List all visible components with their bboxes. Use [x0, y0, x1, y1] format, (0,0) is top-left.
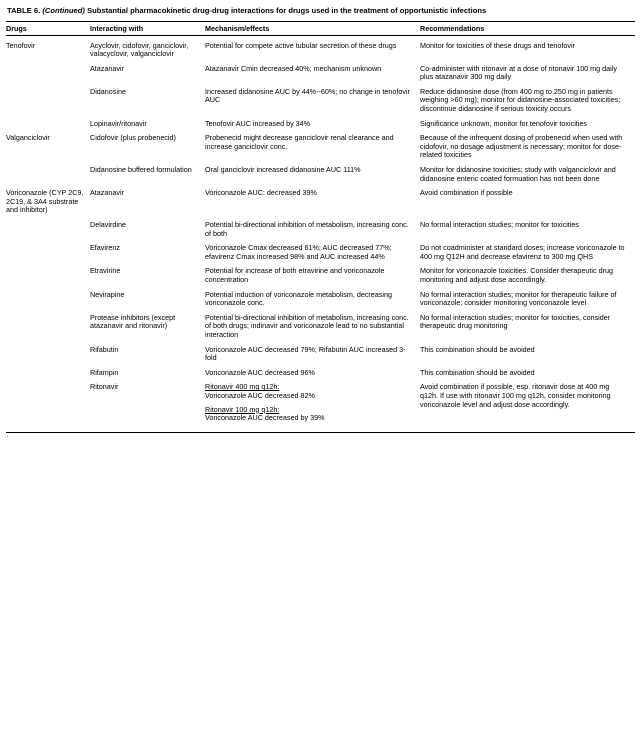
cell-mechanism: Potential bi-directional inhibition of metabolism, increasing conc. of both [205, 220, 409, 238]
cell-interacting-with: Etravirine [90, 266, 121, 276]
caption-label: TABLE 6. [7, 6, 41, 15]
cell-recommendation: Avoid combination if possible [420, 188, 513, 198]
cell-drug [6, 340, 90, 363]
cell-interacting-with: Protease inhibitors (except atazanavir and ritonavir) [90, 312, 176, 331]
cell-recommendation: Significance unknown, monitor for tenofovir toxicities [420, 118, 587, 128]
cell-drug [6, 160, 90, 183]
cell-mechanism: Increased didanosine AUC by 44%--60%; no change in tenofovir AUC [205, 86, 410, 105]
cell-interacting-with: Rifampin [90, 367, 119, 377]
table-row [6, 340, 635, 363]
mechanism-block [205, 383, 414, 400]
cell-mechanism: Potential induction of voriconazole metabolism, decreasing voriconazole conc. [205, 289, 392, 308]
cell-recommendation: This combination should be avoided [420, 344, 535, 354]
cell-drug [6, 114, 90, 129]
mechanism-subheading: Ritonavir 100 mg q12h: [205, 404, 280, 414]
cell-interacting-with: Acyclovir, cidofovir, ganciclovir, valacyclovir, valganciclovir [90, 40, 189, 59]
table-row [6, 261, 635, 284]
cell-interacting-with: Didanosine [90, 86, 126, 96]
table-row [6, 35, 635, 59]
mechanism-subtext: Voriconazole AUC decreased by 39% [205, 413, 325, 423]
mechanism-block [205, 406, 414, 423]
cell-recommendation: Do not coadminister at standard doses; increase voriconazole to 400 mg Q12H and decrease efavirenz to 300 mg QHS [420, 243, 625, 261]
cell-mechanism: Potential for increase of both etravirine and voriconazole concentration [205, 266, 385, 284]
footer-mark: . [7, 432, 9, 439]
cell-interacting-with: Delavirdine [90, 220, 126, 229]
cell-recommendation: No formal interaction studies; monitor for toxicities [420, 220, 579, 229]
table-body [6, 35, 635, 423]
cell-interacting-with: Atazanavir [90, 188, 124, 198]
cell-recommendation: This combination should be avoided [420, 367, 535, 377]
cell-mechanism: Potential for compete active tubular secretion of these drugs [205, 40, 397, 50]
cell-recommendation: No formal interaction studies; monitor for toxicities, consider therapeutic drug monitoring [420, 312, 611, 331]
table-header-row [6, 21, 635, 35]
cell-mechanism: Probenecid might decrease ganciclovir renal clearance and increase ganciclovir conc. [205, 133, 394, 151]
cell-drug [6, 215, 90, 238]
table-row [6, 238, 635, 261]
caption-text: Substantial pharmacokinetic drug-drug interactions for drugs used in the treatment of opportunistic infections [87, 6, 487, 15]
table-row [6, 183, 635, 215]
table-row [6, 377, 635, 422]
table-row [6, 363, 635, 378]
cell-mechanism: Oral ganciclovir increased didanosine AUC 111% [205, 165, 361, 175]
cell-drug: Tenofovir [6, 40, 36, 50]
cell-recommendation: Monitor for didanosine toxicities; study with valganciclovir and didanosine enteric coated formuation has not been done [420, 165, 616, 183]
cell-mechanism: Voriconazole AUC: decreased 39% [205, 188, 317, 198]
table-row [6, 59, 635, 82]
table-row [6, 128, 635, 160]
table-row [6, 114, 635, 129]
cell-interacting-with: Lopinavir/ritonavir [90, 118, 147, 128]
cell-recommendation: Because of the infrequent dosing of probenecid when used with cidofovir, no dosage adjustment is necessary; monitor for dose-related toxicities [420, 133, 623, 160]
cell-drug [6, 261, 90, 284]
mechanism-subtext: Voriconazole AUC decreased 82% [205, 390, 315, 400]
cell-drug [6, 308, 90, 340]
cell-mechanism [205, 377, 420, 422]
cell-drug [6, 82, 90, 114]
table-row [6, 160, 635, 183]
drug-interactions-table [6, 21, 635, 423]
table-row [6, 285, 635, 308]
cell-recommendation: No formal interaction studies; monitor for therapeutic failure of voriconazole; consider monitoring voriconazole level [420, 289, 617, 308]
cell-interacting-with: Atazanavir [90, 63, 124, 73]
cell-drug [6, 377, 90, 422]
column-header-drugs: Drugs [6, 21, 90, 35]
cell-mechanism: Atazanavir Cmin decreased 40%; mechanism unknown [205, 63, 382, 73]
cell-mechanism: Voriconazole AUC decreased 79%; Rifabutin AUC increased 3-fold [205, 344, 406, 363]
cell-mechanism: Tenofovir AUC increased by 34% [205, 118, 311, 128]
cell-mechanism: Potential bi-directional inhibition of metabolism, increasing conc. of both drugs; indinavir and voriconazole lead to no substantial interaction [205, 312, 409, 339]
cell-interacting-with: Cidofovir (plus probenecid) [90, 133, 176, 143]
cell-interacting-with: Nevirapine [90, 289, 125, 299]
cell-interacting-with: Didanosine buffered formulation [90, 165, 192, 175]
cell-recommendation: Co-administer with ritonavir at a dose of ritonavir 100 mg daily plus atazanavir 300 mg daily [420, 63, 617, 82]
cell-interacting-with: Efavirenz [90, 243, 120, 253]
cell-drug [6, 285, 90, 308]
caption-label-continued: (Continued) [42, 6, 85, 15]
column-header-recommendations: Recommendations [420, 21, 635, 35]
cell-recommendation: Monitor for toxicities of these drugs and tenofovir [420, 40, 576, 50]
cell-drug: Voriconazole (CYP 2C9, 2C19, & 3A4 substrate and inhibitor) [6, 188, 84, 215]
table-caption [6, 6, 635, 17]
cell-recommendation: Reduce didanosine dose (from 400 mg to 250 mg in patients weighing >60 mg); monitor for didanosine-associated toxicities; discontinue didanosine if serious toxicity occurs [420, 86, 621, 114]
table-row [6, 82, 635, 114]
cell-mechanism: Voriconazole AUC decreased 96% [205, 367, 315, 377]
mechanism-subheading: Ritonavir 400 mg q12h: [205, 382, 280, 392]
table-row [6, 215, 635, 238]
column-header-mechanism: Mechanism/effects [205, 21, 420, 35]
cell-recommendation: Monitor for voriconazole toxicities. Consider therapeutic drug monitoring and adjust dose accordingly. [420, 266, 613, 284]
cell-mechanism: Voriconazole Cmax decreased 61%; AUC decreased 77%; efavirenz Cmax increased 98% and AUC increased 44% [205, 243, 392, 261]
cell-drug [6, 59, 90, 82]
cell-interacting-with: Rifabutin [90, 344, 119, 354]
column-header-interacting-with: Interacting with [90, 21, 205, 35]
cell-drug: Valganciclovir [6, 133, 50, 143]
cell-interacting-with: Ritonavir [90, 382, 119, 392]
cell-drug [6, 238, 90, 261]
cell-recommendation: Avoid combination if possible, esp. ritonavir dose at 400 mg q12h. If use with ritonavir 100 mg q12h, consider monitoring voriconazole level and adjust dose accordingly. [420, 382, 611, 409]
table-row [6, 308, 635, 340]
cell-drug [6, 363, 90, 378]
